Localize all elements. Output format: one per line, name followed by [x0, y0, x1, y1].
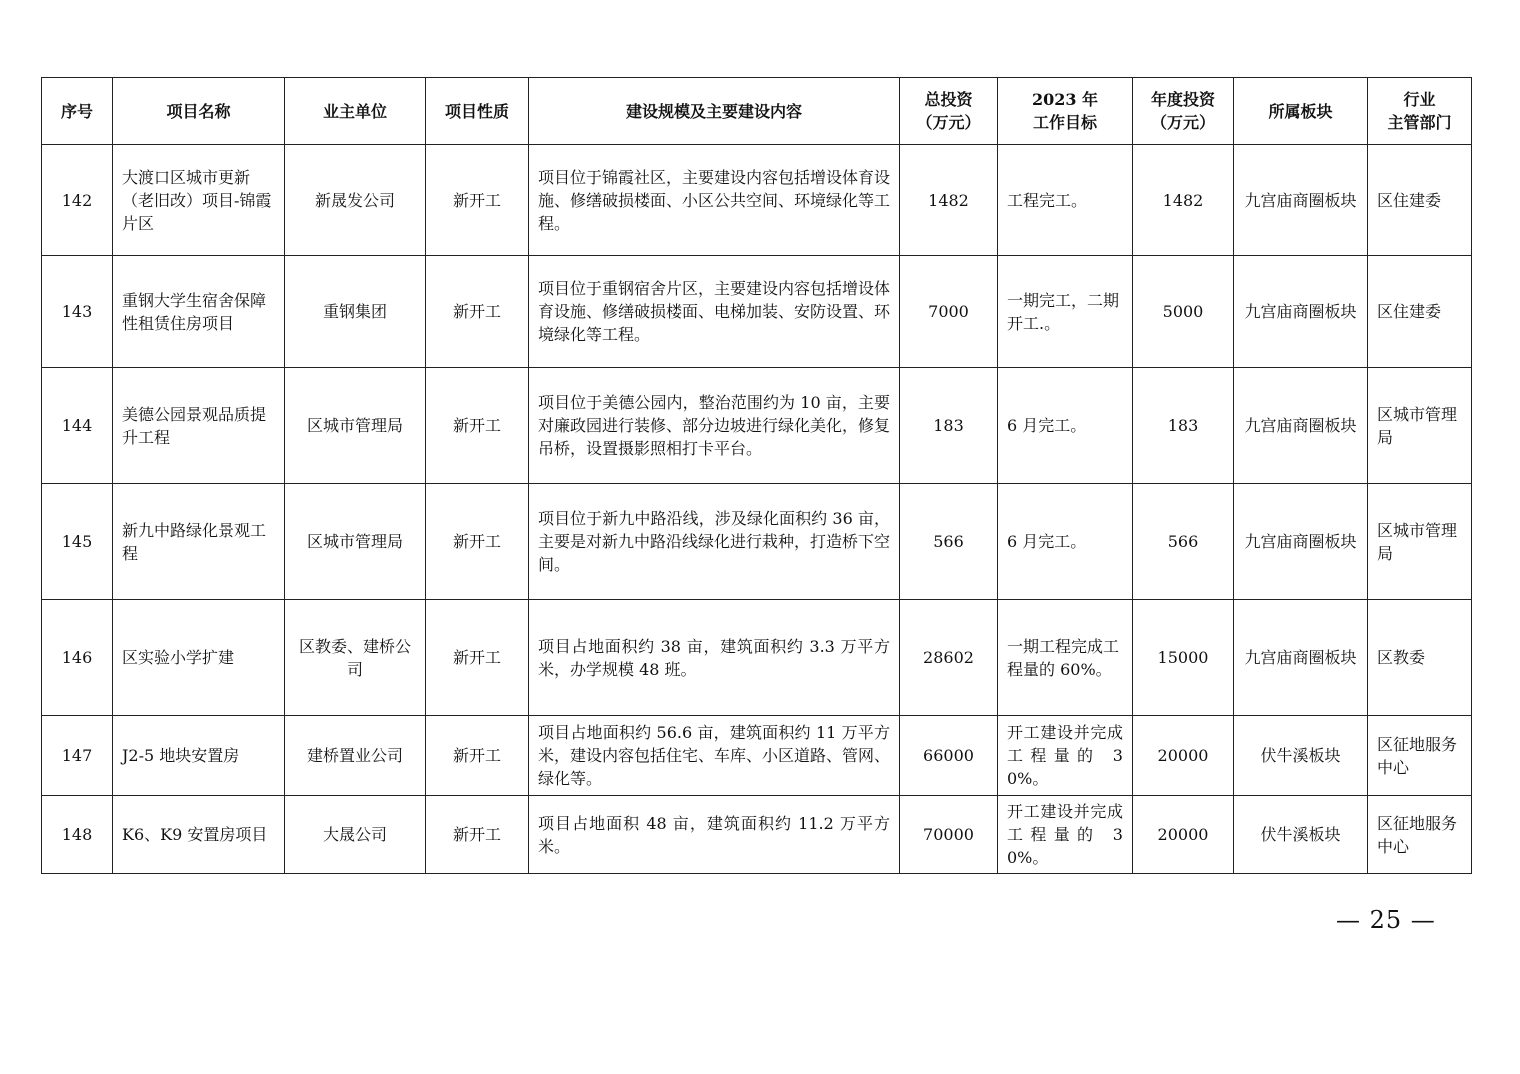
cell-total: 566 [900, 484, 998, 600]
header-dept: 行业 主管部门 [1368, 78, 1472, 145]
cell-content: 项目位于新九中路沿线，涉及绿化面积约 36 亩，主要是对新九中路沿线绿化进行栽种，打造桥下空间。 [529, 484, 900, 600]
cell-content: 项目占地面积约 38 亩，建筑面积约 3.3 万平方米，办学规模 48 班。 [529, 600, 900, 716]
cell-seq: 142 [42, 145, 113, 256]
cell-annual: 183 [1133, 368, 1234, 484]
cell-total: 183 [900, 368, 998, 484]
table-row [42, 716, 1472, 796]
cell-block: 九宫庙商圈板块 [1234, 145, 1368, 256]
cell-nature: 新开工 [426, 600, 529, 716]
cell-block: 九宫庙商圈板块 [1234, 256, 1368, 368]
header-row [42, 78, 1472, 145]
table-row [42, 145, 1472, 256]
cell-dept: 区住建委 [1368, 145, 1472, 256]
cell-content: 项目位于美德公园内，整治范围约为 10 亩，主要对廉政园进行装修、部分边坡进行绿化美化，修复吊桥，设置摄影照相打卡平台。 [529, 368, 900, 484]
cell-owner: 重钢集团 [285, 256, 426, 368]
cell-annual: 15000 [1133, 600, 1234, 716]
cell-block: 九宫庙商圈板块 [1234, 484, 1368, 600]
cell-block: 九宫庙商圈板块 [1234, 600, 1368, 716]
cell-seq: 144 [42, 368, 113, 484]
cell-total: 28602 [900, 600, 998, 716]
cell-nature: 新开工 [426, 145, 529, 256]
cell-block: 九宫庙商圈板块 [1234, 368, 1368, 484]
cell-dept: 区征地服务中心 [1368, 796, 1472, 874]
cell-seq: 147 [42, 716, 113, 796]
cell-target: 一期完工，二期开工.。 [998, 256, 1133, 368]
cell-target: 6 月完工。 [998, 368, 1133, 484]
header-seq: 序号 [42, 78, 113, 145]
cell-seq: 148 [42, 796, 113, 874]
cell-annual: 20000 [1133, 796, 1234, 874]
cell-name: 大渡口区城市更新（老旧改）项目-锦霞片区 [113, 145, 285, 256]
header-owner: 业主单位 [285, 78, 426, 145]
header-block: 所属板块 [1234, 78, 1368, 145]
project-table [41, 77, 1472, 874]
cell-seq: 145 [42, 484, 113, 600]
header-nature: 项目性质 [426, 78, 529, 145]
header-content: 建设规模及主要建设内容 [529, 78, 900, 145]
cell-dept: 区征地服务中心 [1368, 716, 1472, 796]
cell-block: 伏牛溪板块 [1234, 716, 1368, 796]
table-row [42, 484, 1472, 600]
cell-target: 一期工程完成工程量的 60%。 [998, 600, 1133, 716]
cell-annual: 5000 [1133, 256, 1234, 368]
cell-name: 美德公园景观品质提升工程 [113, 368, 285, 484]
header-total-investment: 总投资 （万元） [900, 78, 998, 145]
table-row [42, 368, 1472, 484]
table-row [42, 256, 1472, 368]
page-number: — 25 — [1336, 906, 1436, 934]
cell-owner: 区城市管理局 [285, 368, 426, 484]
cell-seq: 143 [42, 256, 113, 368]
cell-owner: 区城市管理局 [285, 484, 426, 600]
cell-name: 重钢大学生宿舍保障性租赁住房项目 [113, 256, 285, 368]
cell-content: 项目位于锦霞社区，主要建设内容包括增设体育设施、修缮破损楼面、小区公共空间、环境绿化等工程。 [529, 145, 900, 256]
cell-target: 6 月完工。 [998, 484, 1133, 600]
table-row [42, 600, 1472, 716]
header-name: 项目名称 [113, 78, 285, 145]
cell-owner: 建桥置业公司 [285, 716, 426, 796]
cell-annual: 1482 [1133, 145, 1234, 256]
cell-owner: 区教委、建桥公司 [285, 600, 426, 716]
cell-name: 新九中路绿化景观工程 [113, 484, 285, 600]
cell-dept: 区城市管理局 [1368, 368, 1472, 484]
cell-owner: 大晟公司 [285, 796, 426, 874]
cell-seq: 146 [42, 600, 113, 716]
cell-nature: 新开工 [426, 484, 529, 600]
cell-total: 70000 [900, 796, 998, 874]
cell-dept: 区住建委 [1368, 256, 1472, 368]
cell-name: K6、K9 安置房项目 [113, 796, 285, 874]
cell-content: 项目占地面积约 56.6 亩，建筑面积约 11 万平方米，建设内容包括住宅、车库、小区道路、管网、绿化等。 [529, 716, 900, 796]
cell-nature: 新开工 [426, 716, 529, 796]
cell-content: 项目占地面积 48 亩，建筑面积约 11.2 万平方米。 [529, 796, 900, 874]
cell-target: 工程完工。 [998, 145, 1133, 256]
cell-block: 伏牛溪板块 [1234, 796, 1368, 874]
cell-total: 66000 [900, 716, 998, 796]
cell-nature: 新开工 [426, 256, 529, 368]
cell-owner: 新晟发公司 [285, 145, 426, 256]
table-row [42, 796, 1472, 874]
cell-name: J2-5 地块安置房 [113, 716, 285, 796]
cell-annual: 20000 [1133, 716, 1234, 796]
cell-dept: 区城市管理局 [1368, 484, 1472, 600]
cell-target: 开工建设并完成工程量的 30%。 [998, 716, 1133, 796]
cell-annual: 566 [1133, 484, 1234, 600]
header-annual-investment: 年度投资 （万元） [1133, 78, 1234, 145]
cell-target: 开工建设并完成工程量的 30%。 [998, 796, 1133, 874]
cell-nature: 新开工 [426, 796, 529, 874]
cell-nature: 新开工 [426, 368, 529, 484]
cell-content: 项目位于重钢宿舍片区，主要建设内容包括增设体育设施、修缮破损楼面、电梯加装、安防设置、环境绿化等工程。 [529, 256, 900, 368]
cell-total: 7000 [900, 256, 998, 368]
cell-name: 区实验小学扩建 [113, 600, 285, 716]
header-work-target: 2023 年 工作目标 [998, 78, 1133, 145]
cell-total: 1482 [900, 145, 998, 256]
cell-dept: 区教委 [1368, 600, 1472, 716]
